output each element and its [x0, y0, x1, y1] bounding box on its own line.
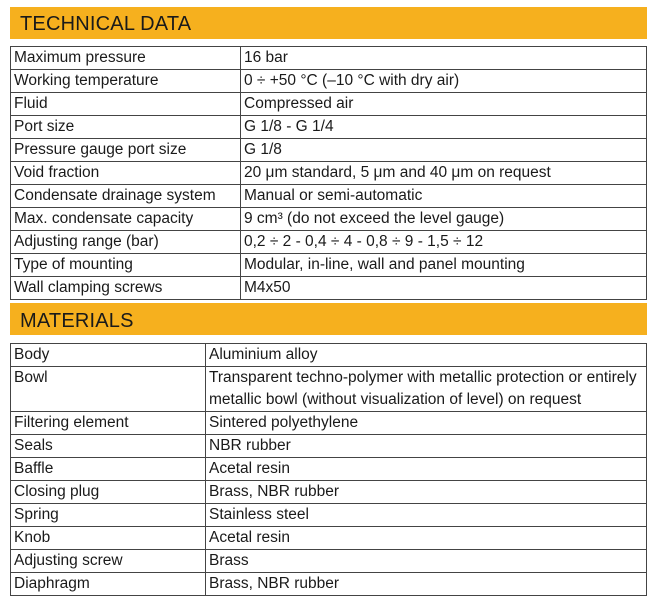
material-label: Baffle — [11, 458, 206, 481]
spec-label: Wall clamping screws — [11, 277, 241, 300]
table-row — [11, 162, 647, 185]
spec-label: Fluid — [11, 93, 241, 116]
table-row — [11, 70, 647, 93]
material-value: Acetal resin — [206, 458, 647, 481]
spec-value: 0,2 ÷ 2 - 0,4 ÷ 4 - 0,8 ÷ 9 - 1,5 ÷ 12 — [241, 231, 647, 254]
table-row — [11, 277, 647, 300]
material-value: NBR rubber — [206, 435, 647, 458]
material-label: Diaphragm — [11, 573, 206, 596]
table-row — [11, 435, 647, 458]
spec-value: 20 μm standard, 5 μm and 40 μm on request — [241, 162, 647, 185]
table-row — [11, 231, 647, 254]
table-row — [11, 47, 647, 70]
technical-data-table — [10, 46, 647, 300]
spec-value: 9 cm³ (do not exceed the level gauge) — [241, 208, 647, 231]
spec-label: Maximum pressure — [11, 47, 241, 70]
table-row — [11, 458, 647, 481]
spec-label: Working temperature — [11, 70, 241, 93]
table-row — [11, 504, 647, 527]
spec-label: Max. condensate capacity — [11, 208, 241, 231]
spec-value: G 1/8 - G 1/4 — [241, 116, 647, 139]
material-value: Stainless steel — [206, 504, 647, 527]
table-row — [11, 481, 647, 504]
spec-value: Modular, in-line, wall and panel mounting — [241, 254, 647, 277]
table-row — [11, 93, 647, 116]
material-value: Sintered polyethylene — [206, 412, 647, 435]
table-row — [11, 116, 647, 139]
table-row — [11, 527, 647, 550]
material-value: Acetal resin — [206, 527, 647, 550]
material-value: Aluminium alloy — [206, 344, 647, 367]
table-row — [11, 412, 647, 435]
table-row — [11, 550, 647, 573]
spec-label: Port size — [11, 116, 241, 139]
material-value: Brass, NBR rubber — [206, 573, 647, 596]
spec-value: 16 bar — [241, 47, 647, 70]
spec-value: Manual or semi-automatic — [241, 185, 647, 208]
spec-label: Adjusting range (bar) — [11, 231, 241, 254]
material-value: Brass, NBR rubber — [206, 481, 647, 504]
spec-label: Type of mounting — [11, 254, 241, 277]
material-label: Seals — [11, 435, 206, 458]
table-row — [11, 254, 647, 277]
material-label: Spring — [11, 504, 206, 527]
material-label: Bowl — [11, 367, 206, 412]
table-row — [11, 367, 647, 412]
table-row — [11, 185, 647, 208]
spec-value: 0 ÷ +50 °C (–10 °C with dry air) — [241, 70, 647, 93]
table-row — [11, 139, 647, 162]
materials-header: MATERIALS — [10, 303, 647, 335]
spec-value: Compressed air — [241, 93, 647, 116]
spec-value: M4x50 — [241, 277, 647, 300]
material-label: Body — [11, 344, 206, 367]
spec-label: Void fraction — [11, 162, 241, 185]
technical-data-header: TECHNICAL DATA — [10, 7, 647, 39]
material-value: Brass — [206, 550, 647, 573]
spec-label: Condensate drainage system — [11, 185, 241, 208]
material-value: Transparent techno-polymer with metallic protection or entirely metallic bowl (without visualization of level) on request — [206, 367, 647, 412]
materials-table — [10, 343, 647, 596]
table-row — [11, 344, 647, 367]
spec-label: Pressure gauge port size — [11, 139, 241, 162]
table-row — [11, 573, 647, 596]
material-label: Knob — [11, 527, 206, 550]
material-label: Adjusting screw — [11, 550, 206, 573]
table-row — [11, 208, 647, 231]
material-label: Filtering element — [11, 412, 206, 435]
material-label: Closing plug — [11, 481, 206, 504]
spec-value: G 1/8 — [241, 139, 647, 162]
